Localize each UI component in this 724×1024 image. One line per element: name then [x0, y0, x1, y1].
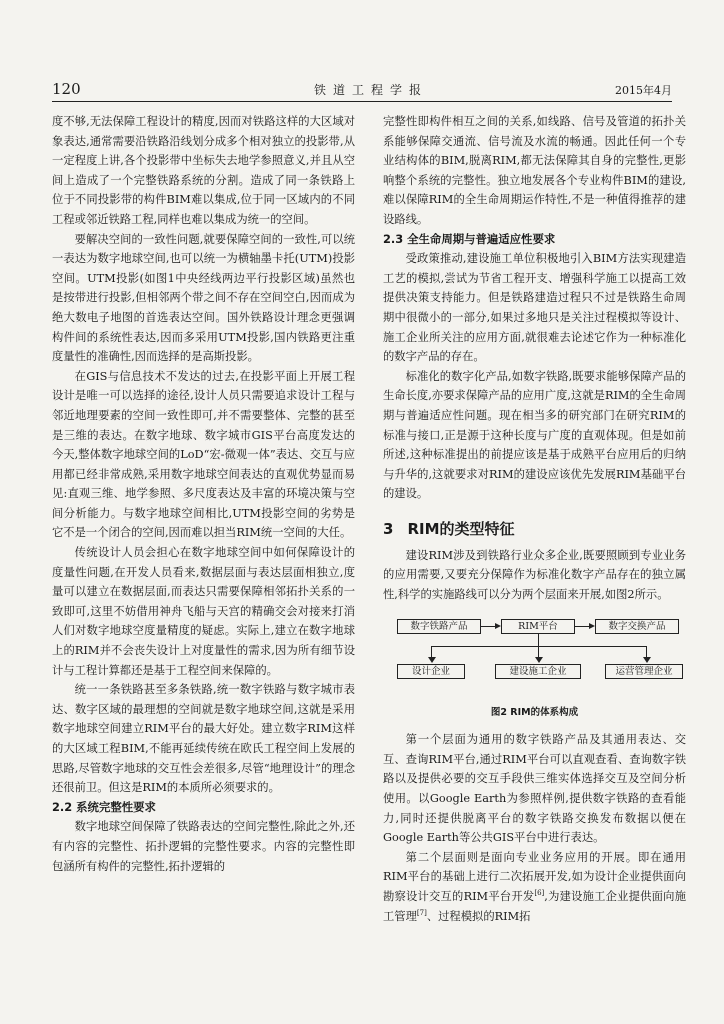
paragraph [383, 848, 686, 926]
paragraph-text: 、过程模拟的RIM拓 [426, 909, 531, 923]
paragraph: 标准化的数字化产品,如数字铁路,既要求能够保障产品的生命长度,亦要求保障产品的应用广度,这就是RIM的全生命周期与普遍适应性问题。现在相当多的研究部门在研究RIM的标准与接口,正是源于这种长度与广度的直观体现。但是如前所述,这种标准提出的前提应该是基于成熟平台应用后的归纳与升华的,这就要求对RIM的建设应该优先发展RIM基础平台的建设。 [383, 369, 686, 501]
paragraph: 传统设计人员会担心在数字地球空间中如何保障设计的度量性问题,在开发人员看来,数据层面与表达层面相独立,度量可以建立在数据层面,而表达只需要保障相邻拓扑关系的一致即可,这里不妨借用神舟飞船与天宫的精确交会对接来打消人们对数字地球空度量精度的疑虑。实际上,建立在数字地球上的RIM并不会丧失设计上对度量性的需求,因为所有细节设计与工程计算都还是基于工程空间来保障的。 [52, 546, 355, 677]
paragraph: 完整性即构件相互之间的关系,如线路、信号及管道的拓扑关系能够保障交通流、信号流及水流的畅通。因此任何一个专业结构体的BIM,脱离RIM,都无法保障其自身的完整性,更影响整个系统的完整性。独立地发展各个专业构件BIM的建设,难以保障RIM的全生命周期运作特性,不是一种值得推荐的建设路线。 [383, 115, 686, 226]
paragraph: 要解决空间的一致性问题,就要保障空间的一致性,可以统一表达为数字地球空间,也可以统一为横轴墨卡托(UTM)投影空间。UTM投影(如图1中央经线两边平行投影区域)虽然也是按带进行投影,但相邻两个带之间不存在空间空白,因而成为绝大数电子地图的首选表达空间。国外铁路设计理念更强调构件间的系统性表达,因而多采用UTM投影,国内铁路更注重度量性的准确性,因而选择的是高斯投影。 [52, 232, 355, 364]
citation-ref[interactable]: [6] [534, 889, 545, 898]
box-operation-enterprise: 运营管理企业 [605, 664, 683, 679]
section-heading-3 [383, 518, 686, 540]
paragraph: 度不够,无法保障工程设计的精度,因而对铁路这样的大区域对象表达,通常需要沿铁路沿线划分成多个相对独立的投影带,从一定程度上讲,各个投影带中坐标失去地学参照意义,并且从空间上造成了一个完整铁路系统的分割。造成了同一条铁路上位于不同投影带的构件BIM难以集成,位于同一区域内的不同工程或邻近铁路工程,同样也难以集成为统一的空间。 [52, 115, 355, 226]
arrow-down-icon [643, 657, 651, 663]
paragraph: 在GIS与信息技术不发达的过去,在投影平面上开展工程设计是唯一可以选择的途径,设计人员只需要追求设计工程与邻近地理要素的空间一致性即可,并不需要整体、完整的甚至是三维的表达。在数字地球、数字城市GIS平台高度发达的今天,整体数字地球空间的LoD“宏-微观一体”表达、交互与应用都已经非常成熟,采用数字地球空间表达的直观优势显而易见:直观三维、地学参照、多尺度表达及丰富的环境决策与空间分析能力。与数字地球空间相比,UTM投影空间的劣势是它不是一个闭合的空间,因而难以担当RIM统一空间的大任。 [52, 369, 355, 540]
arrow-right-icon [495, 623, 501, 629]
box-rim-platform: RIM平台 [501, 619, 575, 634]
paragraph-text: 第二个层面则是面向专业业务应用的开展。即在通用RIM平台的基础上进行二次拓展开发,如为设计企业提供面向勘察设计交互的RIM平台开发 [383, 850, 686, 903]
journal-title: 铁道工程学报 [314, 83, 429, 97]
figure-caption: 图2 RIM的体系构成 [490, 706, 579, 718]
section-title: RIM的类型特征 [407, 519, 515, 538]
figure-2-diagram [383, 613, 686, 699]
section-heading-2-2: 2.2 系统完整性要求 [52, 799, 156, 814]
issue-date: 2015年4月 [615, 84, 672, 97]
header-rule [52, 101, 672, 102]
arrow-down-icon [535, 657, 543, 663]
box-design-enterprise: 设计企业 [397, 664, 465, 679]
citation-ref[interactable]: [7] [416, 908, 427, 917]
left-column [52, 112, 355, 876]
box-digital-railway-product: 数字铁路产品 [397, 619, 481, 634]
page-header [52, 78, 672, 98]
paragraph-text: ,为建设施工企业提供面向施工管理 [383, 890, 686, 923]
section-number: 3 [383, 519, 394, 538]
box-digital-exchange-product: 数字交换产品 [595, 619, 679, 634]
paragraph: 受政策推动,建设施工单位积极地引入BIM方法实现建造工艺的模拟,尝试为节省工程开支、增强科学施工以提高工效提供决策支持能力。但是铁路建造过程只不过是铁路生命周期中很微小的一部分,如果过多地只是关注过程模拟等设计、施工企业所关注的应用方面,就很难去论述它作为一种标准化的数字产品的存在。 [383, 252, 686, 364]
arrow-right-icon [589, 623, 595, 629]
page-number: 120 [52, 80, 81, 98]
arrow-down-icon [428, 657, 436, 663]
paragraph: 数字地球空间保障了铁路表达的空间完整性,除此之外,还有内容的完整性、拓扑逻辑的完整性要求。内容的完整性即包涵所有构件的完整性,拓扑逻辑的 [52, 820, 355, 873]
paragraph: 第一个层面为通用的数字铁路产品及其通用表达、交互、查询RIM平台,通过RIM平台可以直观查看、查询数字铁路以及提供必要的交互手段供三维实体选择交互及空间分析使用。以Google Earth为参照样例,提供数字铁路的查看能力,同时还提供脱离平台的数字铁路交换发布数据以便在Google Earth等公共GIS平台中进行表达。 [383, 733, 686, 845]
paragraph: 统一一条铁路甚至多条铁路,统一数字铁路与数字城市表达、数字区域的最理想的空间就是数字地球空间,这就是采用数字地球空间建立RIM平台的最大好处。建立数字RIM这样的大区域工程BIM,不能再延续传统在欧氏工程空间上发展的思路,尽管数字地球的交互性会差很多,尽管“地理设计”的理念还很前卫。但这是RIM的本质所必须要求的。 [52, 683, 355, 795]
section-heading-2-3: 2.3 全生命周期与普遍适应性要求 [383, 231, 556, 246]
paragraph: 建设RIM涉及到铁路行业众多企业,既要照顾到专业业务的应用需要,又要充分保障作为标准化数字产品存在的独立属性,科学的实施路线可以分为两个层面来开展,如图2所示。 [383, 548, 686, 602]
box-construction-enterprise: 建设施工企业 [495, 664, 581, 679]
right-column [383, 112, 686, 926]
connector-line [431, 646, 646, 647]
